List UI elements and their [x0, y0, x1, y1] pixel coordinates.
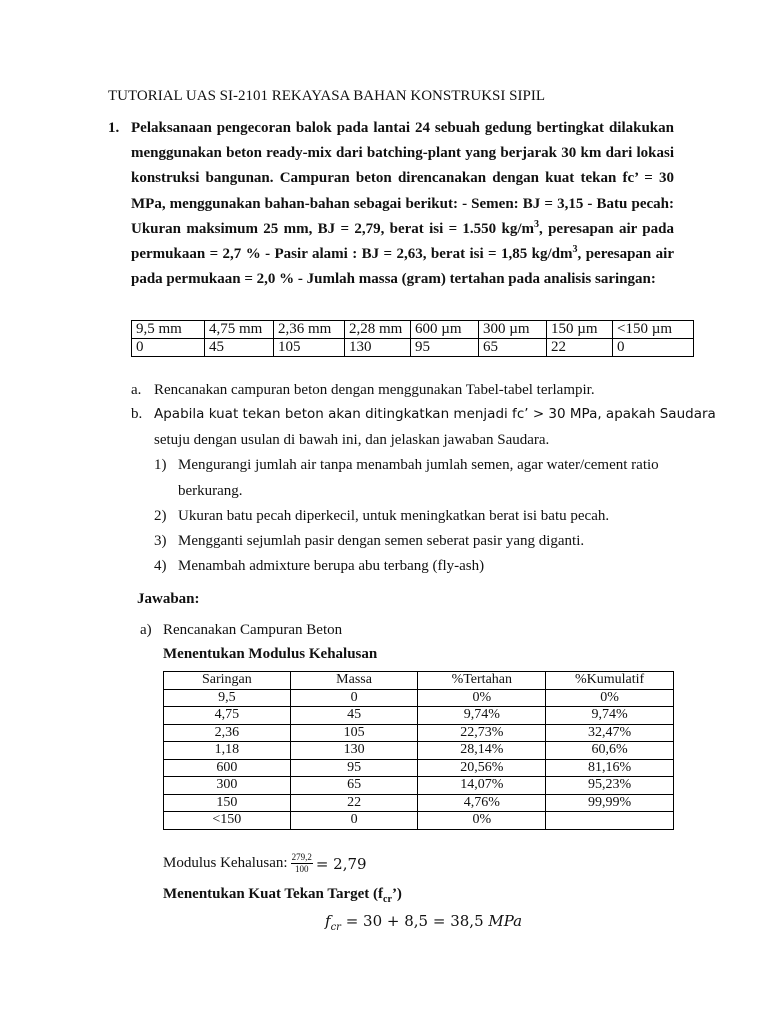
table-row [164, 724, 674, 742]
superscript-3: 3 [534, 218, 540, 230]
table-cell: 600 [164, 759, 291, 777]
table-cell: 130 [345, 339, 411, 357]
table-row [132, 339, 694, 357]
equation-unit: MPa [488, 912, 523, 930]
list-item: Mengganti sejumlah pasir dengan semen seberat pasir yang diganti. [178, 533, 585, 549]
question-number: 1. [108, 120, 120, 136]
table-row [164, 672, 674, 690]
superscript-3: 3 [572, 244, 578, 256]
question-text [131, 116, 674, 292]
fraction [291, 852, 313, 875]
subquestion-b-line1: Apabila kuat tekan beton akan ditingkatkan menjadi fc’ > 30 MPa, apakah Saudara [154, 406, 716, 422]
heading-suffix: ’) [391, 886, 402, 902]
table-cell: 4,76% [418, 794, 546, 812]
table-cell: 22,73% [418, 724, 546, 742]
table-cell: 0% [418, 812, 546, 830]
table-row [132, 321, 694, 339]
table-cell: 95 [411, 339, 479, 357]
table-row [164, 759, 674, 777]
subquestion-a-label: a. [131, 382, 142, 398]
table-cell: 65 [479, 339, 547, 357]
table-cell: 105 [290, 724, 418, 742]
table-cell: 20,56% [418, 759, 546, 777]
fraction-denominator: 100 [294, 864, 309, 874]
table-cell: 45 [290, 707, 418, 725]
table-cell: 28,14% [418, 742, 546, 760]
table-cell [546, 812, 674, 830]
table-cell: 9,74% [418, 707, 546, 725]
list-item: berkurang. [178, 483, 243, 499]
table-cell: 2,28 mm [345, 321, 411, 339]
target-strength-equation [325, 912, 522, 933]
table-cell: 105 [274, 339, 345, 357]
fraction-numerator: 279,2 [291, 852, 312, 862]
table-cell: 60,6% [546, 742, 674, 760]
heading-subscript: cr [383, 894, 392, 905]
table-cell: 600 µm [411, 321, 479, 339]
fineness-modulus-heading: Menentukan Modulus Kehalusan [163, 646, 378, 662]
table-cell: 150 µm [547, 321, 613, 339]
fineness-modulus-table [163, 671, 674, 830]
answer-part-a-label: a) [140, 622, 152, 638]
table-cell: 300 µm [479, 321, 547, 339]
table-cell: <150 µm [613, 321, 694, 339]
table-cell: 22 [290, 794, 418, 812]
table-row [164, 689, 674, 707]
answer-heading: Jawaban: [137, 591, 200, 607]
subquestion-a-text: Rencanakan campuran beton dengan menggunakan Tabel-tabel terlampir. [154, 382, 595, 398]
table-cell: 45 [205, 339, 274, 357]
table-cell: 22 [547, 339, 613, 357]
list-item: Ukuran batu pecah diperkecil, untuk meningkatkan berat isi batu pecah. [178, 508, 610, 524]
subquestion-b-line2: setuju dengan usulan di bawah ini, dan jelaskan jawaban Saudara. [154, 432, 550, 448]
answer-part-a-title: Rencanakan Campuran Beton [163, 622, 343, 638]
table-cell: 300 [164, 777, 291, 795]
sieve-analysis-table [131, 320, 694, 357]
table-cell: 0 [290, 689, 418, 707]
table-cell: 95 [290, 759, 418, 777]
table-cell: 9,5 mm [132, 321, 205, 339]
table-cell: 95,23% [546, 777, 674, 795]
table-header-cell: %Kumulatif [546, 672, 674, 690]
equation-variable: f [325, 912, 331, 930]
list-item-number: 3) [154, 533, 167, 549]
question-text-part2: , peresapan air pada permukaan = 2,7 % - Pasir alami : BJ = 2,63, berat isi = 1,85 kg/dm [131, 220, 674, 263]
table-cell: 9,5 [164, 689, 291, 707]
document-title: TUTORIAL UAS SI-2101 REKAYASA BAHAN KONSTRUKSI SIPIL [108, 88, 545, 104]
table-row [164, 812, 674, 830]
table-cell: 32,47% [546, 724, 674, 742]
table-row [164, 742, 674, 760]
table-cell: 2,36 mm [274, 321, 345, 339]
table-cell: 4,75 mm [205, 321, 274, 339]
table-cell: 0 [613, 339, 694, 357]
table-row [164, 707, 674, 725]
target-strength-heading [163, 886, 402, 905]
question-text-part3: , peresapan air pada permukaan = 2,0 % - Jumlah massa (gram) tertahan pada analisis saringan: [131, 246, 674, 288]
table-cell: 4,75 [164, 707, 291, 725]
equation-subscript: cr [330, 922, 341, 933]
subquestion-b-label: b. [131, 406, 143, 422]
heading-prefix: Menentukan Kuat Tekan Target (f [163, 886, 384, 902]
list-item-number: 4) [154, 558, 167, 574]
list-item: Menambah admixture berupa abu terbang (fly-ash) [178, 558, 485, 574]
table-cell: 0% [418, 689, 546, 707]
table-cell: 65 [290, 777, 418, 795]
table-header-cell: Saringan [164, 672, 291, 690]
table-cell: 99,99% [546, 794, 674, 812]
table-cell: <150 [164, 812, 291, 830]
list-item-number: 2) [154, 508, 167, 524]
table-cell: 0 [132, 339, 205, 357]
table-cell: 150 [164, 794, 291, 812]
list-item: Mengurangi jumlah air tanpa menambah jumlah semen, agar water/cement ratio [178, 457, 659, 473]
fineness-modulus-label: Modulus Kehalusan: [163, 855, 288, 871]
table-cell: 2,36 [164, 724, 291, 742]
table-cell: 14,07% [418, 777, 546, 795]
table-header-cell: Massa [290, 672, 418, 690]
table-row [164, 777, 674, 795]
fineness-modulus-result: = 2,79 [315, 854, 367, 873]
fineness-modulus-formula [163, 852, 367, 875]
table-cell: 81,16% [546, 759, 674, 777]
table-cell: 0 [290, 812, 418, 830]
table-cell: 130 [290, 742, 418, 760]
table-row [164, 794, 674, 812]
table-cell: 9,74% [546, 707, 674, 725]
equation-rhs: = 30 + 8,5 = 38,5 [340, 912, 489, 930]
question-text-part1: Pelaksanaan pengecoran balok pada lantai 24 sebuah gedung bertingkat dilakukan menggunakan beton ready-mix dari batching-plant yang berjarak 30 km dari lokasi konstruksi bangunan. Campuran beton direncanakan dengan kuat tekan fc’ = 30 MPa, menggunakan bahan-bahan sebagai berikut: - Semen: BJ = 3,15 - Batu pecah: Ukuran maksimum 25 mm, BJ = 2,79, berat isi = 1.550 kg/m [131, 120, 674, 237]
list-item-number: 1) [154, 457, 167, 473]
table-cell: 1,18 [164, 742, 291, 760]
table-cell: 0% [546, 689, 674, 707]
table-header-cell: %Tertahan [418, 672, 546, 690]
